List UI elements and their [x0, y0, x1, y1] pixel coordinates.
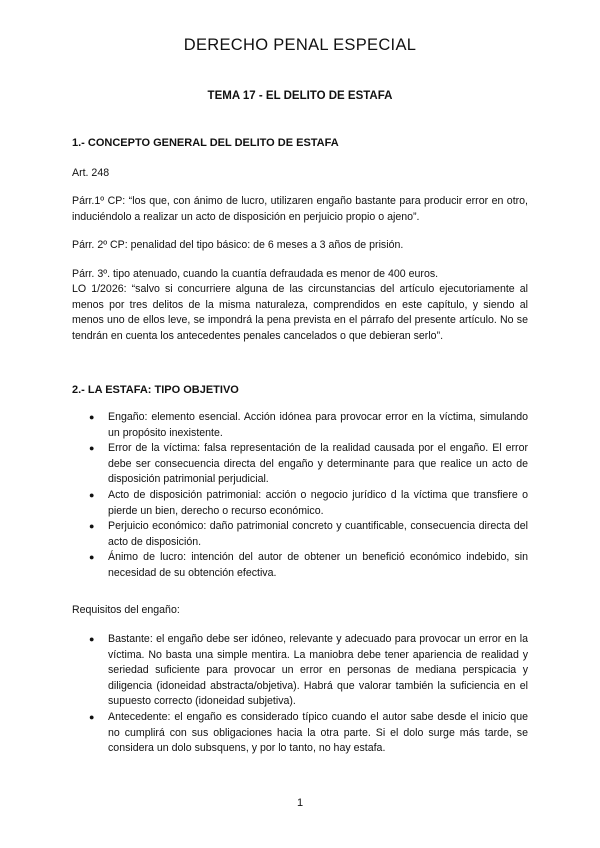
page-number: 1	[296, 797, 304, 809]
section-2-heading: 2.- LA ESTAFA: TIPO OBJETIVO	[72, 384, 239, 396]
bullet-icon: ●	[89, 412, 95, 422]
list-item: ● Bastante: el engaño debe ser idóneo, relevante y adecuado para provocar un error en la víctima. No basta una simple mentira. La maniobra debe tener apariencia de realidad y seriedad suficiente para provocar un error en personas de mediana perspicacia y diligencia (idoneidad abstracta/objetiva). Habrá que valorar también la suficiencia en el supuesto correcto (idoneidad subjetiva).	[89, 633, 528, 708]
bullet-icon: ●	[89, 552, 95, 563]
bullet-icon: ●	[89, 634, 95, 644]
list-item: ● Acto de disposición patrimonial: acción o negocio jurídico d la víctima que transfiere o pierde un bien, derecho o recurso económico.	[89, 488, 528, 517]
bullet-icon: ●	[89, 711, 95, 722]
bullet-icon: ●	[89, 521, 95, 532]
section-1-heading: 1.- CONCEPTO GENERAL DEL DELITO DE ESTAFA	[72, 137, 339, 149]
deception-requirements-list	[72, 632, 528, 757]
list-item: ● Perjuicio económico: daño patrimonial concreto y cuantificable, consecuencia directa del acto de disposición.	[89, 520, 528, 548]
list-item: ● Error de la víctima: falsa representación de la realidad causada por el engaño. El error debe ser consecuencia directa del engaño y determinante para que realice un acto de disposición patrimonial perjudicial.	[89, 442, 528, 486]
document-header: DERECHO PENAL ESPECIAL	[183, 36, 417, 54]
paragraph-1: Párr.1º CP: “los que, con ánimo de lucro, utilizaren engaño bastante para producir error en otro, induciéndolo a realizar un acto de disposición en perjuicio propio o ajeno”.	[72, 195, 528, 223]
bullet-icon: ●	[89, 489, 95, 500]
list-item: ● Engaño: elemento esencial. Acción idónea para provocar error en la víctima, simulando un propósito inexistente.	[89, 411, 528, 439]
requirements-label: Requisitos del engaño:	[72, 604, 180, 616]
paragraph-2: Párr. 2º CP: penalidad del tipo básico: de 6 meses a 3 años de prisión.	[72, 239, 404, 251]
bullet-icon: ●	[89, 443, 95, 454]
list-item: ● Ánimo de lucro: intención del autor de obtener un benefició económico indebido, sin necesidad de su obtención efectiva.	[89, 551, 528, 579]
article-reference: Art. 248	[72, 167, 110, 179]
paragraph-3: Párr. 3º. tipo atenuado, cuando la cuantía defraudada es menor de 400 euros.	[72, 268, 439, 280]
objective-elements-list	[72, 410, 528, 582]
list-item: ● Antecedente: el engaño es considerado típico cuando el autor sabe desde el inicio que no cumplirá con sus obligaciones hacia la otra parte. Si el dolo surge más tarde, se considera un dolo subsquens, y por lo tanto, no hay estafa.	[89, 710, 528, 755]
topic-title: TEMA 17 - EL DELITO DE ESTAFA	[207, 90, 393, 102]
paragraph-4: LO 1/2026: “salvo si concurriere alguna de las circunstancias del artículo ejecutoriamente al menos por tres delitos de la misma naturaleza, comprendidos en este capítulo, y siendo al menos uno de ellos leve, se impondrá la pena prevista en el párrafo del presente artículo. No se tendrán en cuenta los antecedentes penales cancelados o que debieran serlo”.	[72, 283, 528, 342]
